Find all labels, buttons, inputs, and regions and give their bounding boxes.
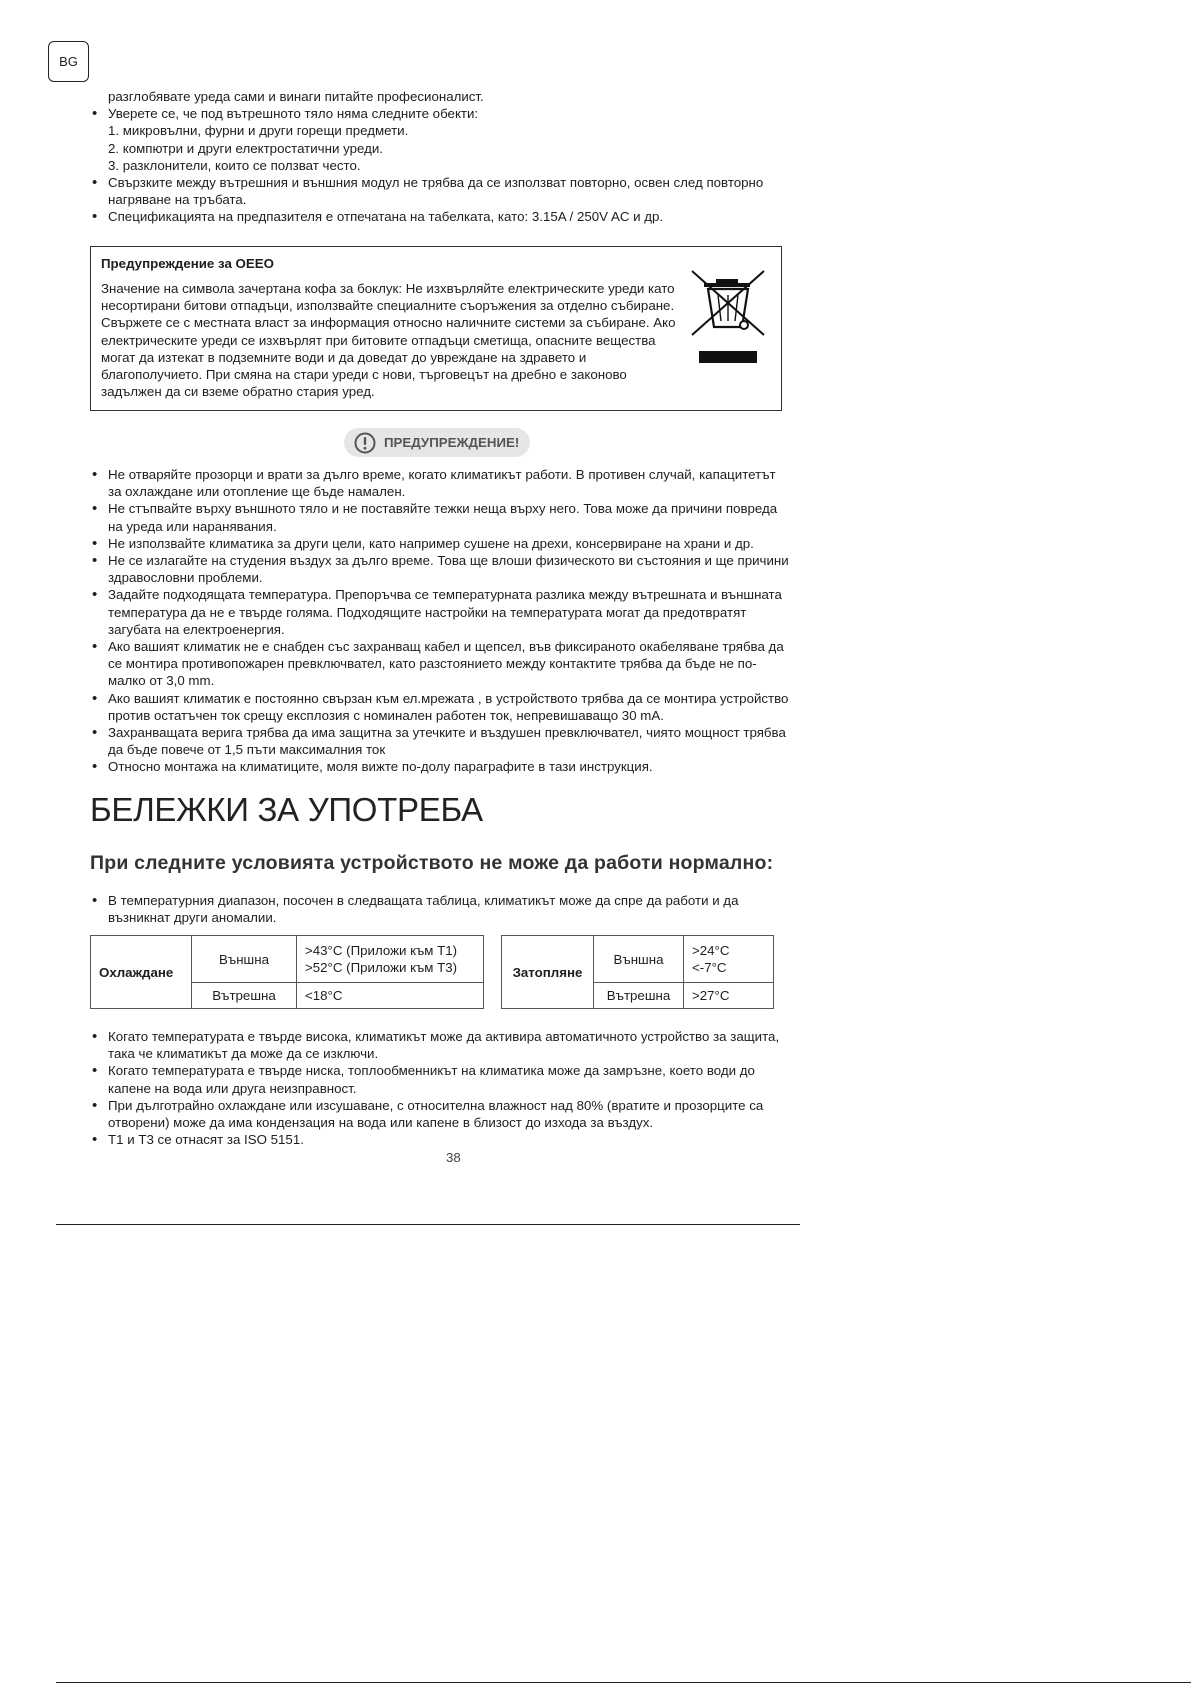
heating-table [501,935,774,1009]
list-item: • Свързките между вътрешния и външния модул не трябва да се използват повторно, освен след повторно нагряване на тръбата. [91,174,791,208]
list-item: • При дълготрайно охлаждане или изсушаване, с относителна влажност над 80% (вратите и прозорците са отворени) може да има кондензация на вода или капене в близост до изхода за въздух. [91,1097,791,1131]
list-item: • Не използвайте климатика за други цели, като например сушене на дрехи, консервиране на храни и др. [91,535,791,552]
crossed-bin-icon [690,269,766,369]
list-item: • Не се излагайте на студения въздух за дълго време. Това ще влоши физическото ви състояния и ще причини здравословни проблеми. [91,552,791,586]
list-item: • Задайте подходящата температура. Препоръчва се температурната разлика между вътрешната и външната температура да не е твърде голяма. Подходящите настройки на температурата могат да предотвратят загубата на електроенергия. [91,586,791,638]
warning-label-text: ПРЕДУПРЕЖДЕНИЕ! [384,435,520,450]
list-item: • Не отваряйте прозорци и врати за дълго време, когато климатикът работи. В противен случай, капацитетът за охлаждане или отопление ще бъде намален. [91,466,791,500]
list-item: • Когато температурата е твърде ниска, топлообменникът на климатика може да замръзне, което води до капене на вода или друга неизправност. [91,1062,791,1096]
list-item: • Спецификацията на предпазителя е отпечатана на табелката, като: 3.15A / 250V AC и др. [91,208,791,225]
bottom-rule [56,1682,1191,1683]
weee-warning-box [90,246,782,411]
list-item: • Захранващата верига трябва да има защитна за утечките и въздушен превключвател, чиято мощност трябва да бъде повече от 1,5 пъти максималния ток [91,724,791,758]
outdoor-values: >24°C <-7°C [684,936,774,983]
continuation-text: разглобявате уреда сами и винаги питайте професионалист. [108,89,484,104]
weee-body: Значение на символа зачертана кофа за боклук: Не изхвърляйте електрическите уреди като несортирани битови отпадъци, използвайте специалните съоръжения за отделно събиране. Свържете се с местната власт за информация относно наличните системи за събиране. Ако електрическите уреди се изхвърлят при битовите отпадъци сметища, опасните вещества могат да изтекат в подземните води и да доведат до увреждане на здравето и благополучието. При смяна на стари уреди с нови, търговецът на дребно е законово задължен да си вземе обратно стария уред. [101,281,676,400]
exclamation-icon [354,432,376,454]
cooling-mode: Охлаждане [91,936,192,1009]
outdoor-label: Външна [594,936,684,983]
sub-item: 3. разклонители, които се ползват често. [108,157,361,173]
usage-notes-list [91,1028,791,1148]
language-badge: BG [48,41,89,82]
list-item: • Ако вашият климатик не е снабден със захранващ кабел и щепсел, във фиксираното окабеляване трябва да се монтира противопожарен превключвател, като разстоянието между контактите трябва да бъде не по-малко от 3,0 mm. [91,638,791,690]
indoor-value: <18°C [297,983,484,1009]
list-item: • Уверете се, че под вътрешното тяло няма следните обекти: 1. микровълни, фурни и други горещи предмети. 2. компютри и други електростатични уреди. 3. разклонители, които се ползват често. [91,105,791,174]
indoor-label: Вътрешна [192,983,297,1009]
section-heading: БЕЛЕЖКИ ЗА УПОТРЕБА [90,791,483,828]
warning-label [344,428,530,457]
weee-title: Предупреждение за ОЕЕО [101,256,274,271]
list-item: • Ако вашият климатик е постоянно свързан към ел.мрежата , в устройството трябва да се монтира устройство против остатъчен ток срещу експлозия с номинален работен ток, непревишаващо 30 mA. [91,690,791,724]
indoor-label: Вътрешна [594,983,684,1009]
outdoor-values: >43°C (Приложи към T1) >52°C (Приложи към T3) [297,936,484,983]
page-number: 38 [446,1150,461,1165]
sub-item: 1. микровълни, фурни и други горещи предмети. [108,123,409,139]
cooling-table [90,935,484,1009]
sub-item: 2. компютри и други електростатични уреди. [108,140,383,156]
indoor-value: >27°C [684,983,774,1009]
list-item: • Не стъпвайте върху външното тяло и не поставяйте тежки неща върху него. Това може да причини повреда на уреда или наранявания. [91,500,791,534]
page-divider [56,1224,800,1225]
list-item: • T1 и T3 се отнасят за ISO 5151. [91,1131,791,1148]
heating-mode: Затопляне [502,936,594,1009]
outdoor-label: Външна [192,936,297,983]
safety-list-continued [91,88,791,226]
warning-list [91,466,791,776]
list-item: • Когато температурата е твърде висока, климатикът може да активира автоматичното устройство за защита, така че климатикът да може да се изключи. [91,1028,791,1062]
list-item: • Относно монтажа на климатиците, моля вижте по-долу параграфите в тази инструкция. [91,758,791,775]
section-subheading: При следните условията устройството не може да работи нормално: [90,852,774,874]
list-item: • В температурния диапазон, посочен в следващата таблица, климатикът може да спре да работи и да възникнат други аномалии. [91,892,791,926]
conditions-intro [91,892,791,926]
